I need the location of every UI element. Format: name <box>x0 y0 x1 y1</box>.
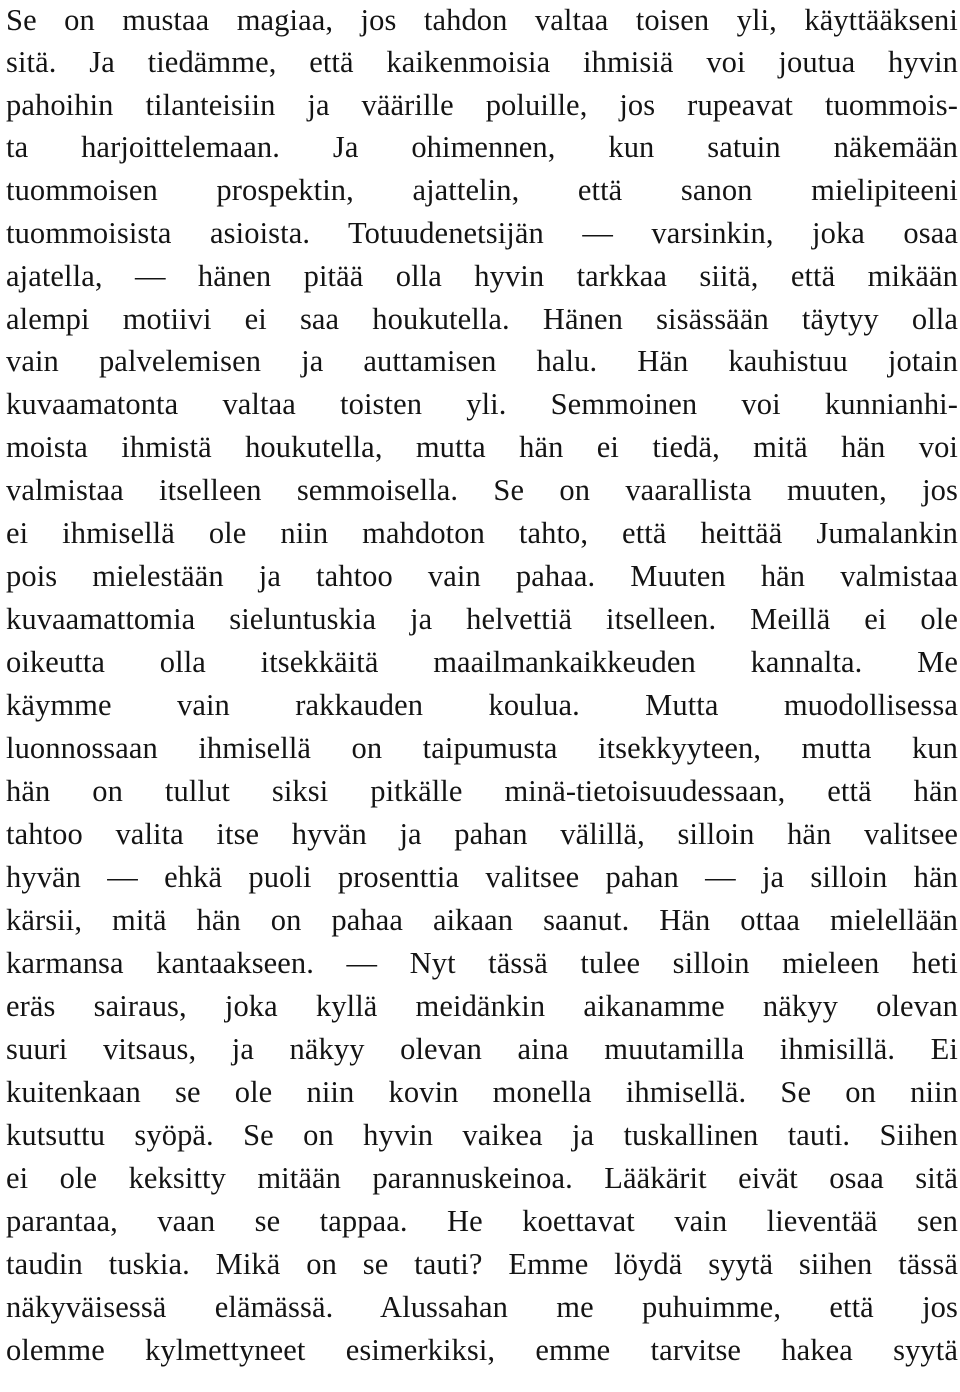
text-line: pahoihin tilanteisiin ja väärille poluille, jos rupeavat tuommois- <box>6 88 958 122</box>
text-line: pois mielestään ja tahtoo vain pahaa. Muuten hän valmistaa <box>6 559 958 593</box>
text-line: ta harjoittelemaan. Ja ohimennen, kun satuin näkemään <box>6 130 958 164</box>
text-line: luonnossaan ihmisellä on taipumusta itsekkyyteen, mutta kun <box>6 731 958 765</box>
text-line: ei ihmisellä ole niin mahdoton tahto, että heittää Jumalankin <box>6 516 958 550</box>
text-line: valmistaa itselleen semmoisella. Se on vaarallista muuten, jos <box>6 473 958 507</box>
text-line: taudin tuskia. Mikä on se tauti? Emme löydä syytä siihen tässä <box>6 1247 958 1281</box>
text-line: parantaa, vaan se tappaa. He koettavat vain lieventää sen <box>6 1204 958 1238</box>
text-line: tuommoisista asioista. Totuudenetsijän — varsinkin, joka osaa <box>6 216 958 250</box>
text-line: vain palvelemisen ja auttamisen halu. Hän kauhistuu jotain <box>6 344 958 378</box>
text-line: hän on tullut siksi pitkälle minä-tietoisuudessaan, että hän <box>6 774 958 808</box>
text-line: moista ihmistä houkutella, mutta hän ei tiedä, mitä hän voi <box>6 430 958 464</box>
text-line: hyvän — ehkä puoli prosenttia valitsee pahan — ja silloin hän <box>6 860 958 894</box>
text-line: suuri vitsaus, ja näkyy olevan aina muutamilla ihmisillä. Ei <box>6 1032 958 1066</box>
text-line: kuitenkaan se ole niin kovin monella ihmisellä. Se on niin <box>6 1075 958 1109</box>
text-line: eräs sairaus, joka kyllä meidänkin aikanamme näkyy olevan <box>6 989 958 1023</box>
text-line: oikeutta olla itsekkäitä maailmankaikkeuden kannalta. Me <box>6 645 958 679</box>
text-line: tahtoo valita itse hyvän ja pahan välillä, silloin hän valitsee <box>6 817 958 851</box>
text-line: ei ole keksitty mitään parannuskeinoa. Lääkärit eivät osaa sitä <box>6 1161 958 1195</box>
text-line: kärsii, mitä hän on pahaa aikaan saanut. Hän ottaa mielellään <box>6 903 958 937</box>
text-line: karmansa kantaakseen. — Nyt tässä tulee silloin mieleen heti <box>6 946 958 980</box>
text-line: olemme kylmettyneet esimerkiksi, emme tarvitse hakea syytä <box>6 1333 958 1367</box>
text-line: kuvaamattomia sieluntuskia ja helvettiä itselleen. Meillä ei ole <box>6 602 958 636</box>
text-line: ajatella, — hänen pitää olla hyvin tarkkaa siitä, että mikään <box>6 259 958 293</box>
text-line: Se on mustaa magiaa, jos tahdon valtaa toisen yli, käyttääkseni <box>6 3 958 37</box>
text-line: kuvaamatonta valtaa toisten yli. Semmoinen voi kunnianhi- <box>6 387 958 421</box>
text-line: sitä. Ja tiedämme, että kaikenmoisia ihmisiä voi joutua hyvin <box>6 45 958 79</box>
text-line: kutsuttu syöpä. Se on hyvin vaikea ja tuskallinen tauti. Siihen <box>6 1118 958 1152</box>
text-line: tuommoisen prospektin, ajattelin, että sanon mielipiteeni <box>6 173 958 207</box>
text-line: näkyväisessä elämässä. Alussahan me puhuimme, että jos <box>6 1290 958 1324</box>
text-line: alempi motiivi ei saa houkutella. Hänen sisässään täytyy olla <box>6 302 958 336</box>
text-line: käymme vain rakkauden koulua. Mutta muodollisessa <box>6 688 958 722</box>
document-page <box>6 0 958 1392</box>
